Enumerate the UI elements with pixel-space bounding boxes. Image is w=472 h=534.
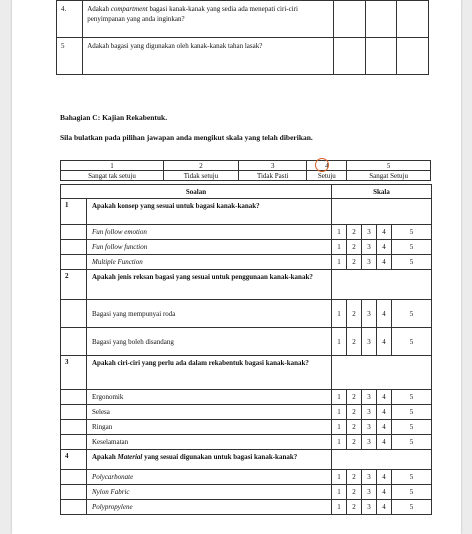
scale-number: 2 [163,161,238,171]
empty-number-cell [61,435,87,450]
scale-option-1[interactable]: 1 [332,300,347,328]
soalan-header: Soalan [61,185,332,199]
scale-option-1[interactable]: 1 [332,390,347,405]
scale-number: 1 [61,161,164,171]
empty-number-cell [61,240,87,255]
question-text: Apakah konsep yang sesuai untuk bagasi kanak-kanak? [87,199,332,225]
scale-option-1[interactable]: 1 [332,500,347,515]
table-row [57,1,429,38]
answer-cell[interactable] [334,1,366,38]
scale-option-1[interactable]: 1 [332,225,347,240]
scale-option-4[interactable]: 4 [377,390,392,405]
scale-option-2[interactable]: 2 [347,240,362,255]
option-label: Polycarbonate [87,470,332,485]
question-row [61,199,432,225]
answer-cell[interactable] [365,1,397,38]
empty-number-cell [61,255,87,270]
scale-option-2[interactable]: 2 [347,420,362,435]
scale-option-3[interactable]: 3 [362,255,377,270]
scale-number: 5 [347,161,431,171]
option-label: Polypropylene [87,500,332,515]
answer-cell[interactable] [397,38,429,75]
scale-option-1[interactable]: 1 [332,420,347,435]
option-row [61,420,432,435]
scale-option-3[interactable]: 3 [362,225,377,240]
empty-scale-cell [332,270,432,300]
option-label: Keselamatan [87,435,332,450]
scale-option-1[interactable]: 1 [332,435,347,450]
scale-legend [60,160,431,181]
question-text: Apakah jenis reksan bagasi yang sesuai untuk penggunaan kanak-kanak? [87,270,332,300]
scale-option-4[interactable]: 4 [377,485,392,500]
scale-number: 3 [238,161,306,171]
scale-option-1[interactable]: 1 [332,255,347,270]
empty-scale-cell [332,356,432,390]
scale-option-2[interactable]: 2 [347,255,362,270]
answer-cell[interactable] [397,1,429,38]
question-text: Apakah ciri-ciri yang perlu ada dalam rekabentuk bagasi kanak-kanak? [87,356,332,390]
scale-option-5[interactable]: 5 [392,255,432,270]
option-label: Bagasi yang mempunyai roda [87,300,332,328]
question-number: 3 [61,356,87,390]
scale-option-2[interactable]: 2 [347,470,362,485]
empty-number-cell [61,420,87,435]
empty-number-cell [61,328,87,356]
question-text: Adakah bagasi yang digunakan oleh kanak-kanak tahan lasak? [83,38,334,75]
option-row [61,300,432,328]
section-title: Bahagian C: Kajian Rekabentuk. [60,113,168,122]
scale-option-5[interactable]: 5 [392,328,432,356]
document-page [12,0,461,534]
scale-option-2[interactable]: 2 [347,225,362,240]
question-number: 1 [61,199,87,225]
scale-option-3[interactable]: 3 [362,420,377,435]
option-label: Fun follow emotion [87,225,332,240]
option-row [61,240,432,255]
empty-number-cell [61,500,87,515]
question-row [61,450,432,470]
question-number: 5 [57,38,83,75]
option-label: Bagasi yang boleh disandang [87,328,332,356]
scale-option-5[interactable]: 5 [392,470,432,485]
empty-number-cell [61,485,87,500]
scale-option-1[interactable]: 1 [332,485,347,500]
scale-label: Setuju [307,171,347,181]
question-row [61,270,432,300]
scale-option-3[interactable]: 3 [362,435,377,450]
scale-option-2[interactable]: 2 [347,485,362,500]
scale-option-3[interactable]: 3 [362,390,377,405]
scale-option-2[interactable]: 2 [347,405,362,420]
question-number: 2 [61,270,87,300]
scale-option-5[interactable]: 5 [392,500,432,515]
option-label: Nylon Fabric [87,485,332,500]
scale-option-3[interactable]: 3 [362,328,377,356]
scale-option-1[interactable]: 1 [332,405,347,420]
scale-number: 4 [307,161,347,171]
skala-header: Skala [332,185,432,199]
scale-option-4[interactable]: 4 [377,470,392,485]
questionnaire-table [60,184,432,515]
scale-option-3[interactable]: 3 [362,470,377,485]
scale-option-4[interactable]: 4 [377,300,392,328]
scale-option-4[interactable]: 4 [377,420,392,435]
scale-option-3[interactable]: 3 [362,240,377,255]
option-row [61,435,432,450]
option-row [61,485,432,500]
scale-option-4[interactable]: 4 [377,240,392,255]
empty-number-cell [61,300,87,328]
header-row [61,185,432,199]
question-text: Apakah Material yang sesuai digunakan untuk bagasi kanak-kanak? [87,450,332,470]
option-label: Ringan [87,420,332,435]
option-label: Selesa [87,405,332,420]
scale-label: Sangat tak setuju [61,171,164,181]
scale-option-1[interactable]: 1 [332,240,347,255]
scale-option-1[interactable]: 1 [332,328,347,356]
table-row [57,38,429,75]
previous-questions-table [56,0,429,75]
question-number: 4. [57,1,83,38]
empty-number-cell [61,405,87,420]
option-row [61,328,432,356]
option-row [61,225,432,240]
empty-scale-cell [332,450,432,470]
option-row [61,390,432,405]
scale-option-4[interactable]: 4 [377,405,392,420]
scale-label: Tidak setuju [163,171,238,181]
empty-number-cell [61,225,87,240]
scale-option-3[interactable]: 3 [362,405,377,420]
scale-option-4[interactable]: 4 [377,225,392,240]
scale-label-row [61,171,431,181]
circled-answer-mark [315,158,329,172]
scale-option-2[interactable]: 2 [347,390,362,405]
scale-option-5[interactable]: 5 [392,240,432,255]
scale-option-5[interactable]: 5 [392,390,432,405]
scale-option-5[interactable]: 5 [392,405,432,420]
answer-cell[interactable] [334,38,366,75]
option-label: Ergonomik [87,390,332,405]
empty-number-cell [61,390,87,405]
scale-option-3[interactable]: 3 [362,500,377,515]
option-row [61,255,432,270]
question-text: Adakah compartment bagasi kanak-kanak yang sedia ada menepati ciri-ciri penyimpanan yang anda inginkan? [83,1,334,38]
scale-option-1[interactable]: 1 [332,470,347,485]
scale-option-5[interactable]: 5 [392,225,432,240]
option-label: Fun follow function [87,240,332,255]
scale-option-4[interactable]: 4 [377,500,392,515]
option-row [61,405,432,420]
option-row [61,470,432,485]
scale-option-2[interactable]: 2 [347,435,362,450]
scale-option-5[interactable]: 5 [392,435,432,450]
scale-option-2[interactable]: 2 [347,328,362,356]
scale-number-row [61,161,431,171]
scale-option-5[interactable]: 5 [392,485,432,500]
scale-option-5[interactable]: 5 [392,420,432,435]
question-row [61,356,432,390]
empty-number-cell [61,470,87,485]
answer-cell[interactable] [365,38,397,75]
scale-option-3[interactable]: 3 [362,300,377,328]
scale-label: Tidak Pasti [238,171,306,181]
scale-option-5[interactable]: 5 [392,300,432,328]
scale-option-4[interactable]: 4 [377,328,392,356]
option-row [61,500,432,515]
question-number: 4 [61,450,87,470]
scale-option-4[interactable]: 4 [377,435,392,450]
scale-label: Sangat Setuju [347,171,431,181]
scale-option-3[interactable]: 3 [362,485,377,500]
scale-option-2[interactable]: 2 [347,500,362,515]
empty-scale-cell [332,199,432,225]
option-label: Multiple Function [87,255,332,270]
instruction-text: Sila bulatkan pada pilihan jawapan anda mengikut skala yang telah diberikan. [60,133,313,142]
scale-option-4[interactable]: 4 [377,255,392,270]
scale-option-2[interactable]: 2 [347,300,362,328]
